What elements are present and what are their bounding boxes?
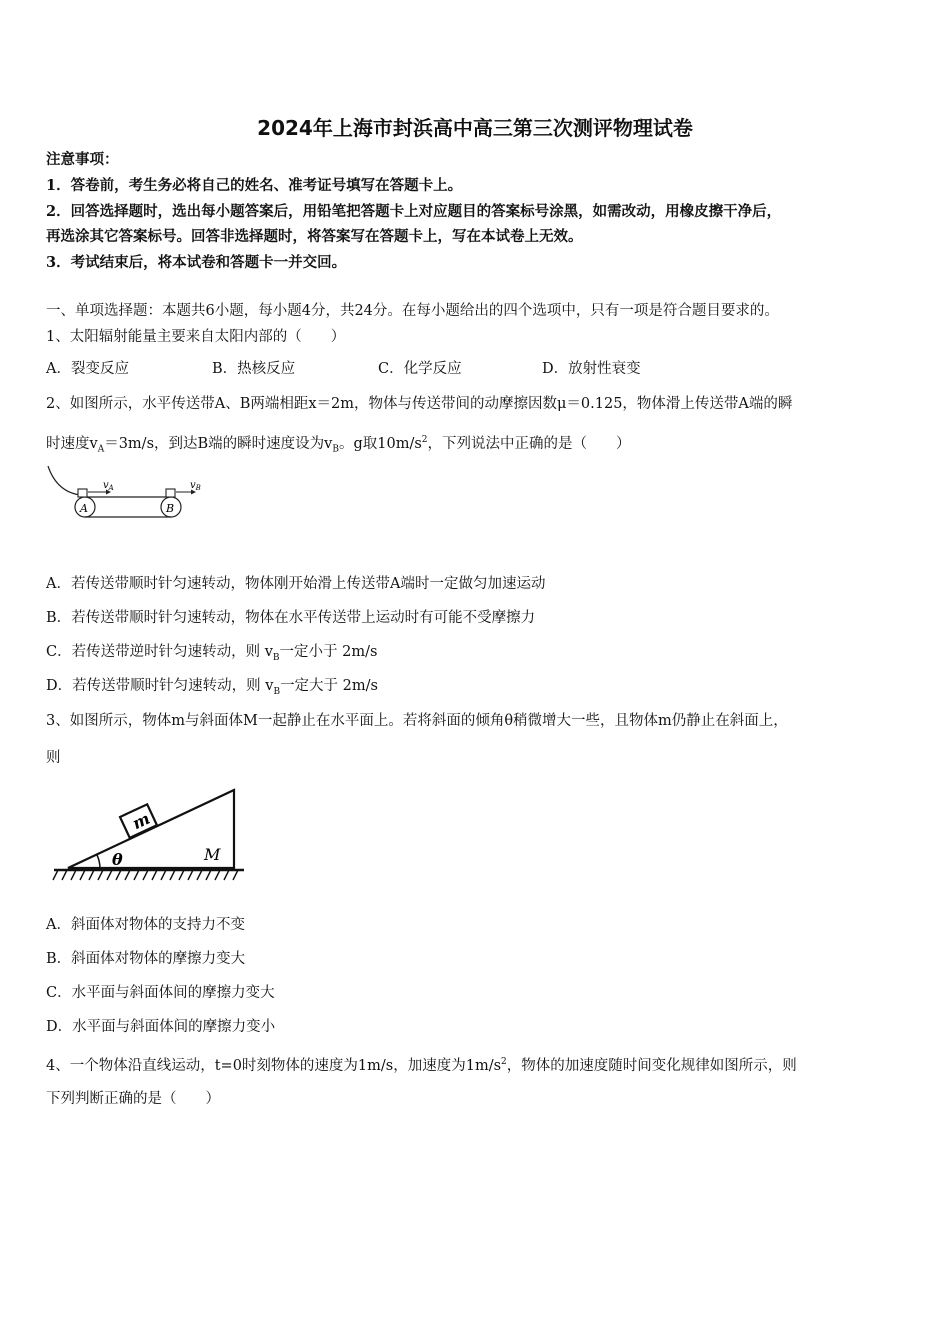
ground-hatch: [53, 870, 238, 880]
notice-item-1: 1．答卷前，考生务必将自己的姓名、准考证号填写在答题卡上。: [46, 177, 463, 194]
notice-item-3: 3．考试结束后，将本试卷和答题卡一并交回。: [46, 254, 347, 271]
label-m: m: [129, 808, 153, 834]
q2-option-c: C．若传送带逆时针匀速转动，则 $v_B$一定小于 2m/s: [46, 644, 378, 663]
q3-option-a: A．斜面体对物体的支持力不变: [46, 917, 245, 933]
notice-item-2-cont: 再选涂其它答案标号。回答非选择题时，将答案写在答题卡上，写在本试卷上无效。: [46, 228, 583, 245]
block-at-b: [166, 489, 175, 497]
q2-option-d: D．若传送带顺时针匀速转动，则 $v_B$一定大于 2m/s: [46, 678, 378, 697]
question-2-stem-line1: 2、如图所示，水平传送带A、B两端相距x＝2m，物体与传送带间的动摩擦因数μ＝0.125，物体滑上传送带A端的瞬: [46, 396, 793, 412]
q3-option-b: B．斜面体对物体的摩擦力变大: [46, 951, 246, 967]
conveyor-belt-figure: [40, 462, 220, 524]
q1-option-b: B．热核反应: [212, 361, 296, 377]
label-theta: θ: [112, 850, 123, 869]
label-M: M: [204, 845, 221, 864]
q3-option-d: D．水平面与斜面体间的摩擦力变小: [46, 1019, 276, 1035]
incline-curve: [48, 466, 82, 495]
question-3-stem-line2: 则: [46, 750, 61, 766]
q1-option-d: D．放射性衰变: [542, 361, 641, 377]
block-m: [120, 804, 157, 838]
notice-item-2: 2．回答选择题时，选出每小题答案后，用铅笔把答题卡上对应题目的答案标号涂黑，如需改动，用橡皮擦干净后，: [46, 203, 782, 220]
label-b: B: [166, 502, 175, 515]
q2-option-a: A．若传送带顺时针匀速转动，物体刚开始滑上传送带A端时一定做匀加速运动: [46, 576, 546, 592]
question-4-stem-line1: 4、一个物体沿直线运动，t=0时刻物体的速度为1m/s，加速度为$1m/s^2$，物体的加速度随时间变化规律如图所示，则: [46, 1057, 797, 1074]
page-title: 2024年上海市封浜高中高三第三次测评物理试卷: [257, 116, 693, 140]
section-heading: 一、单项选择题：本题共6小题，每小题4分，共24分。在每小题给出的四个选项中，只有一项是符合题目要求的。: [46, 303, 779, 319]
block-at-a: [78, 489, 87, 497]
q3-option-c: C．水平面与斜面体间的摩擦力变大: [46, 985, 275, 1001]
notice-heading: 注意事项：: [46, 151, 119, 168]
question-1-stem: 1、太阳辐射能量主要来自太阳内部的（ ）: [46, 329, 346, 345]
q2-option-b: B．若传送带顺时针匀速转动，物体在水平传送带上运动时有可能不受摩擦力: [46, 610, 536, 626]
label-vb: $v_B$: [190, 480, 201, 492]
incline-figure: [50, 782, 250, 888]
theta-arc: [97, 855, 100, 868]
question-4-stem-line2: 下列判断正确的是（ ）: [46, 1091, 220, 1107]
q1-option-c: C．化学反应: [378, 361, 462, 377]
q1-option-a: A．裂变反应: [46, 361, 129, 377]
label-va: $v_A$: [103, 480, 114, 492]
label-a: A: [80, 502, 88, 515]
question-3-stem-line1: 3、如图所示，物体m与斜面体M一起静止在水平面上。若将斜面的倾角θ稍微增大一些，且物体m仍静止在斜面上，: [46, 713, 788, 729]
question-2-stem-line2: 时速度$v_A=3m/s$，到达B端的瞬时速度设为$v_B$。g取$10m/s^2$，下列说法中正确的是（ ）: [46, 435, 631, 455]
